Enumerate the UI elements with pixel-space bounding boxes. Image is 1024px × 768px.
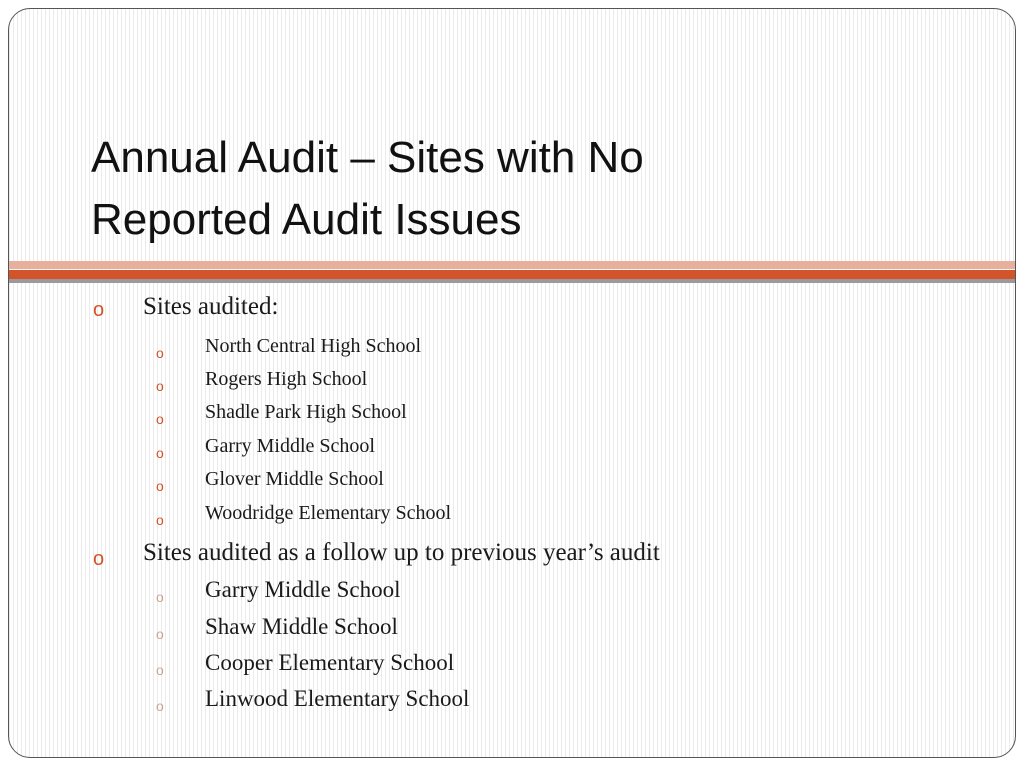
- slide: [8, 8, 1016, 758]
- list-item: Glover Middle School: [205, 468, 384, 490]
- section-heading-sites-audited: Sites audited:: [143, 293, 279, 320]
- sub-bullet-icon: o: [156, 411, 164, 427]
- sub-bullet-icon: o: [156, 626, 164, 642]
- list-item: Cooper Elementary School: [205, 650, 455, 675]
- list-item: Linwood Elementary School: [205, 686, 470, 711]
- section-heading-follow-up: Sites audited as a follow up to previous year’s audit: [143, 539, 660, 566]
- list-item: Garry Middle School: [205, 435, 375, 457]
- list-item: Shaw Middle School: [205, 614, 398, 639]
- sub-bullet-icon: o: [156, 378, 164, 394]
- bullet-icon: o: [93, 299, 105, 321]
- list-item: Rogers High School: [205, 368, 368, 390]
- slide-body: [9, 9, 1015, 757]
- sub-bullet-icon: o: [156, 698, 164, 714]
- title-line-1: Annual Audit – Sites with No: [91, 133, 644, 182]
- sub-bullet-icon: o: [156, 478, 164, 494]
- title-line-2: Reported Audit Issues: [91, 195, 522, 244]
- bullet-icon: o: [93, 548, 105, 570]
- list-item: North Central High School: [205, 335, 422, 357]
- sub-bullet-icon: o: [156, 589, 164, 605]
- list-item: Shadle Park High School: [205, 401, 407, 423]
- sub-bullet-icon: o: [156, 512, 164, 528]
- list-item: Woodridge Elementary School: [205, 502, 452, 524]
- list-item: Garry Middle School: [205, 577, 401, 602]
- sub-bullet-icon: o: [156, 662, 164, 678]
- sub-bullet-icon: o: [156, 345, 164, 361]
- sub-bullet-icon: o: [156, 445, 164, 461]
